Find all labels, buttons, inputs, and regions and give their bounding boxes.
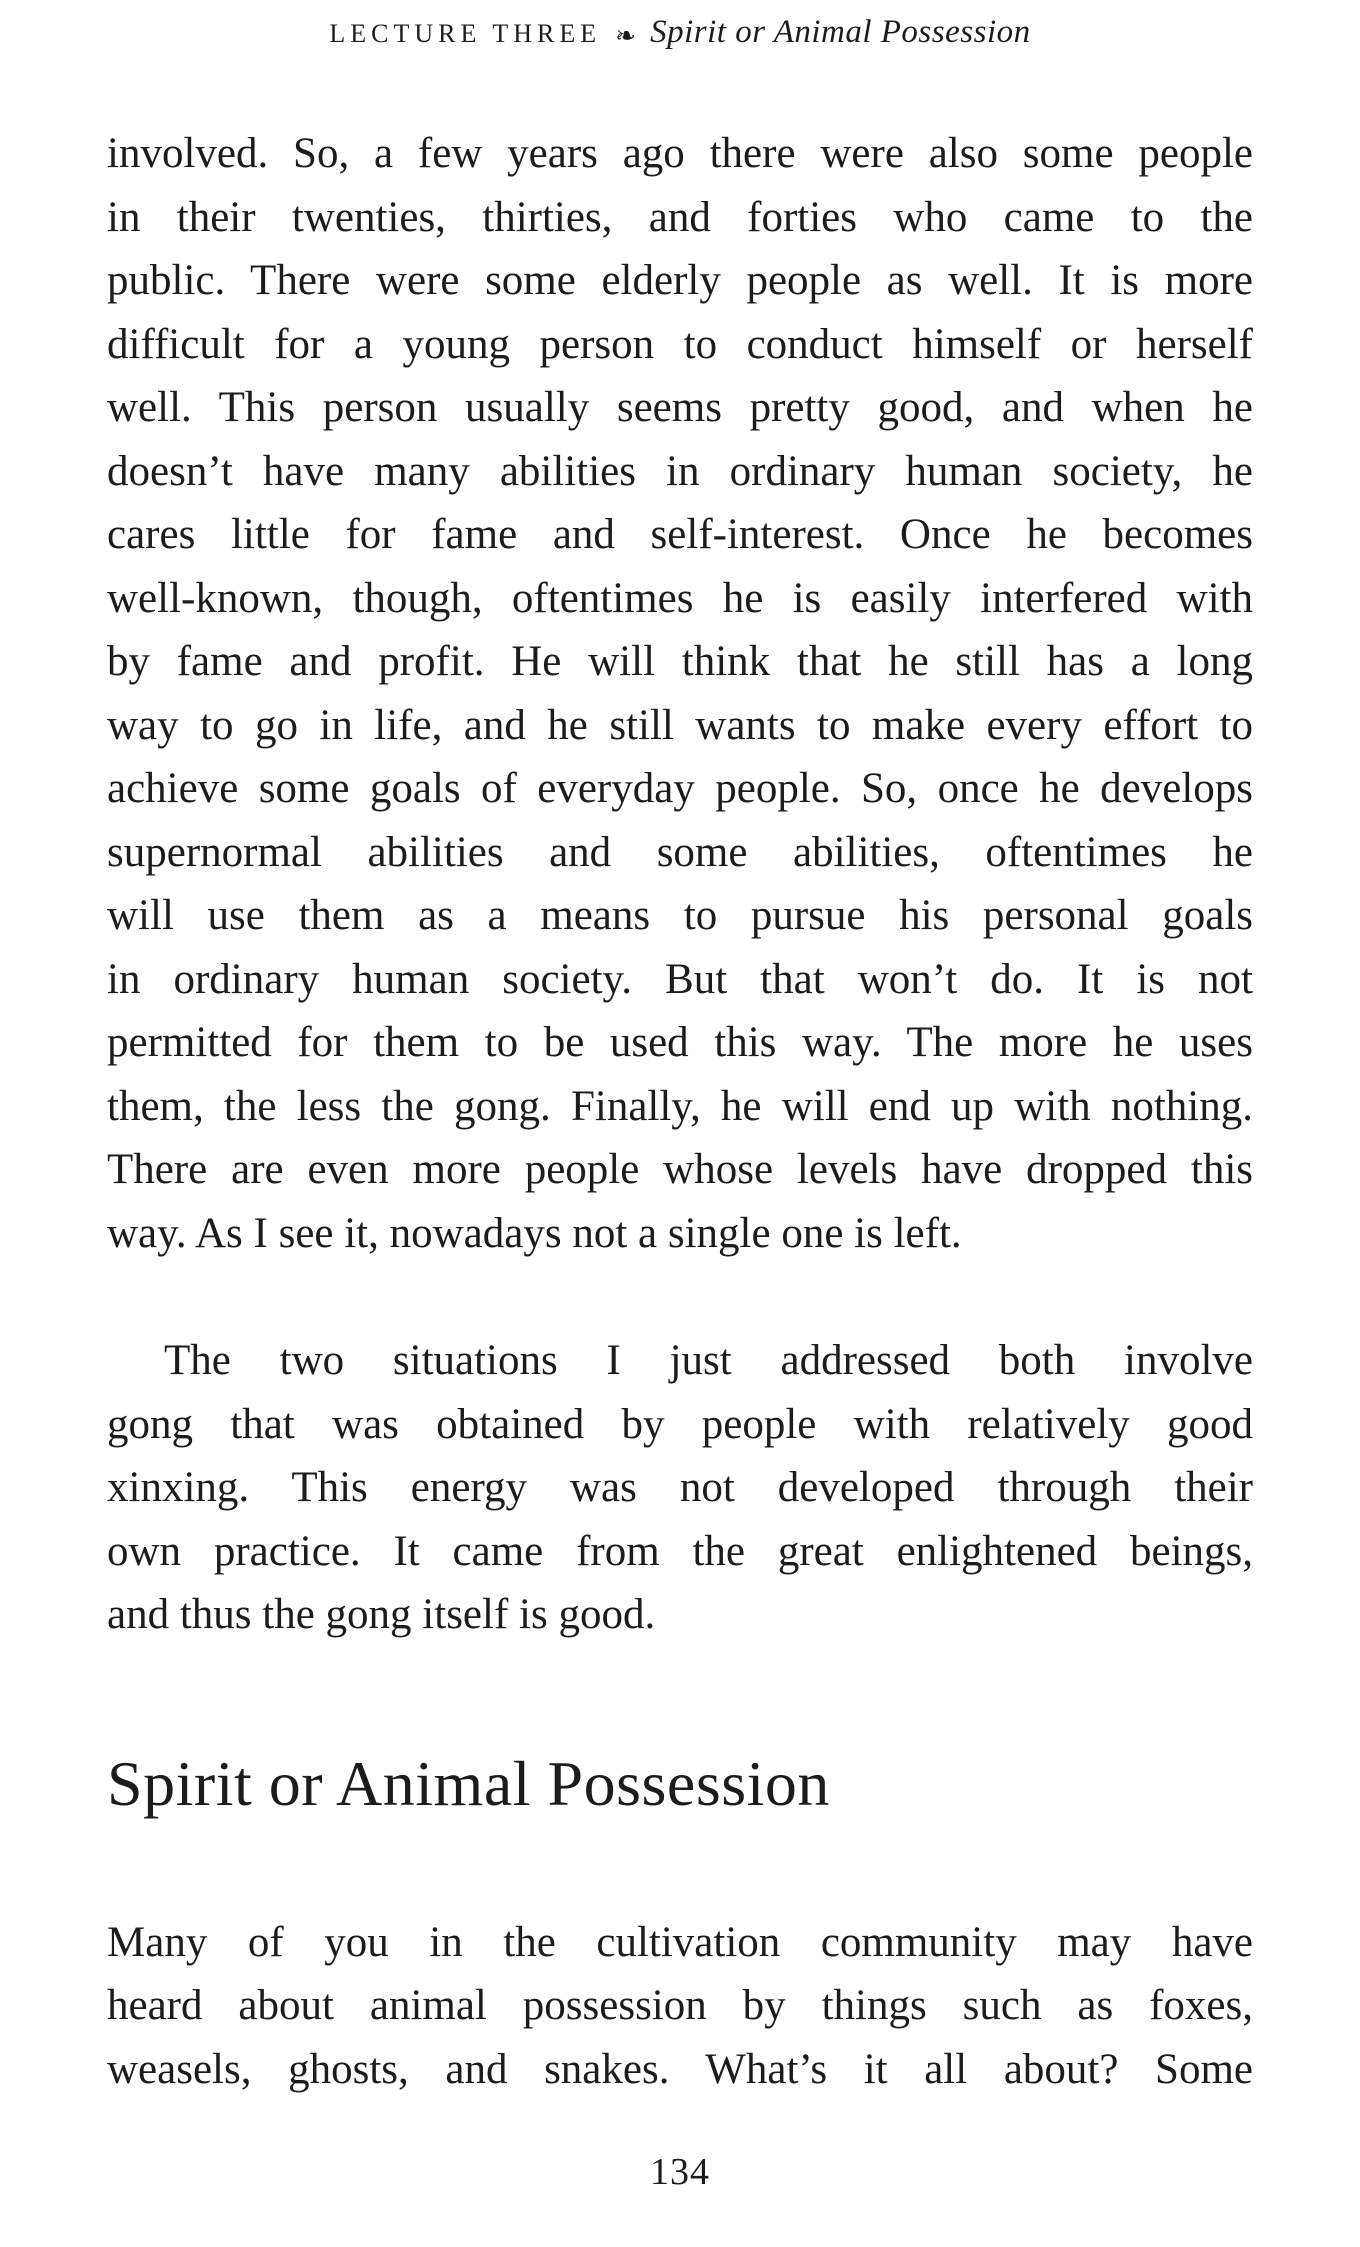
page-number: 134 bbox=[650, 2151, 710, 2193]
text-line: way. As I see it, nowadays not a single one is left. bbox=[107, 1209, 962, 1257]
text-line: involved. So, a few years ago there were also some people bbox=[107, 130, 1253, 177]
text-line: weasels, ghosts, and snakes. What’s it all about? Some bbox=[107, 2045, 1253, 2093]
text-line: difficult for a young person to conduct himself or herself bbox=[107, 320, 1253, 368]
fleuron-leaf-icon: ❧ bbox=[615, 21, 637, 50]
text-line: well-known, though, oftentimes he is easily interfered with bbox=[107, 574, 1253, 622]
text-line: achieve some goals of everyday people. So, once he develops bbox=[107, 765, 1253, 812]
text-line: and thus the gong itself is good. bbox=[107, 1591, 656, 1638]
section-heading: Spirit or Animal Possession bbox=[107, 1747, 830, 1819]
text-line: supernormal abilities and some abilities, oftentimes he bbox=[107, 828, 1253, 876]
text-line: them, the less the gong. Finally, he will end up with nothing. bbox=[107, 1082, 1253, 1130]
text-line: permitted for them to be used this way. The more he uses bbox=[107, 1019, 1253, 1066]
text-line: way to go in life, and he still wants to make every effort to bbox=[107, 701, 1253, 749]
running-head-chapter-title: Spirit or Animal Possession bbox=[650, 14, 1031, 50]
text-line: gong that was obtained by people with relatively good bbox=[107, 1400, 1253, 1448]
text-line: xinxing. This energy was not developed through their bbox=[107, 1464, 1253, 1511]
text-line: heard about animal possession by things such as foxes, bbox=[107, 1982, 1253, 2029]
text-line: cares little for fame and self-interest. Once he becomes bbox=[107, 511, 1253, 558]
running-head-lecture-label: LECTURE THREE bbox=[329, 19, 602, 48]
text-line: in their twenties, thirties, and forties who came to the bbox=[107, 193, 1253, 241]
text-line: in ordinary human society. But that won’t do. It is not bbox=[107, 955, 1253, 1003]
text-line: public. There were some elderly people as well. It is more bbox=[107, 257, 1253, 304]
paragraph-2 bbox=[107, 1329, 1253, 1647]
text-line: will use them as a means to pursue his personal goals bbox=[107, 892, 1253, 939]
paragraph-3 bbox=[107, 1911, 1253, 2102]
text-line: doesn’t have many abilities in ordinary human society, he bbox=[107, 447, 1253, 495]
running-head bbox=[0, 14, 1360, 51]
text-line: by fame and profit. He will think that he still has a long bbox=[107, 638, 1253, 685]
text-line: own practice. It came from the great enlightened beings, bbox=[107, 1527, 1253, 1575]
text-line: There are even more people whose levels have dropped this bbox=[107, 1146, 1253, 1193]
text-line: The two situations I just addressed both involve bbox=[164, 1337, 1253, 1384]
paragraph-1 bbox=[107, 122, 1253, 1265]
text-line: Many of you in the cultivation community may have bbox=[107, 1918, 1253, 1966]
text-block bbox=[107, 122, 1253, 2101]
text-line: well. This person usually seems pretty good, and when he bbox=[107, 384, 1253, 431]
